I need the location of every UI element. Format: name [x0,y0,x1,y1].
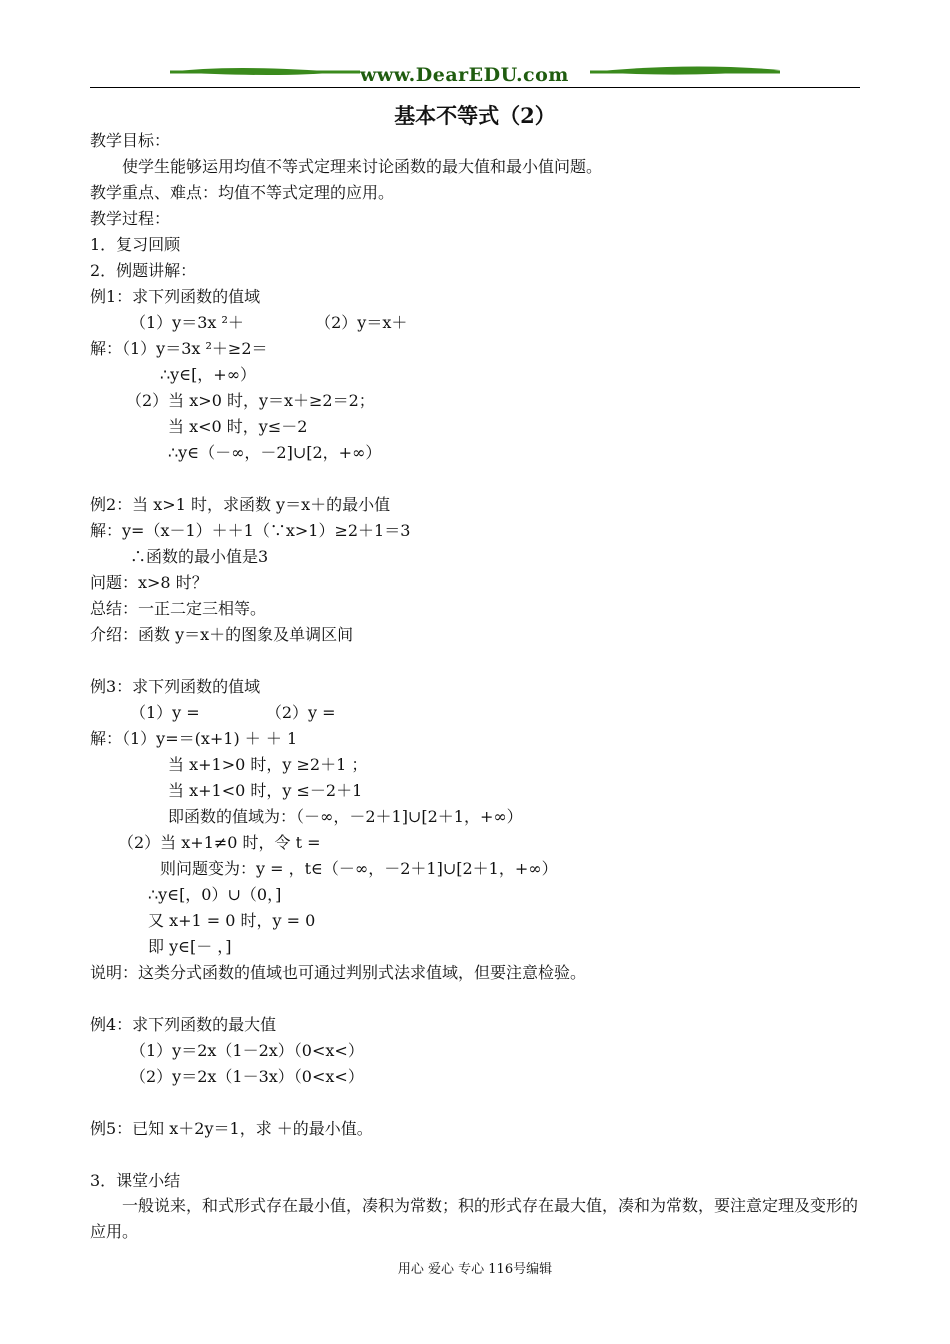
example-1-range-2: ∴y∈（－∞，－2]∪[2，+∞） [168,443,382,462]
example-4-item-2: （2）y＝2x（1－3x）（0<x<） [130,1067,364,1086]
summary-paragraph: 一般说来，和式形式存在最小值，凑积为常数；积的形式存在最大值，凑和为常数，要注意定理及变形的应用。 [90,1196,859,1241]
example-1-case-negative: 当 x<0 时，y≤－2 [168,417,308,436]
page-footer: 用心 爱心 专心 116号编辑 [397,1262,553,1277]
section-review: 1．复习回顾 [90,235,181,254]
key-points: 教学重点、难点：均值不等式定理的应用。 [90,183,395,202]
heading-objectives: 教学目标： [90,131,171,150]
site-logo[interactable]: www.DearEDU.com [360,64,569,86]
example-3-zero-case: 又 x+1 = 0 时，y = 0 [148,911,316,930]
example-3-transform: 则问题变为：y = ，t∈（－∞，－2＋1]∪[2＋1，+∞） [160,859,558,878]
section-summary: 3．课堂小结 [90,1171,181,1190]
example-1-title: 例1：求下列函数的值域 [90,287,261,306]
objectives-text: 使学生能够运用均值不等式定理来讨论函数的最大值和最小值问题。 [122,157,603,176]
header-rule [90,87,860,88]
example-3-items: （1）y = （2）y = [130,703,336,722]
example-3-solution-2: （2）当 x+1≠0 时，令 t = [118,833,321,852]
example-5: 例5：已知 x＋2y＝1，求 ＋的最小值。 [90,1119,373,1138]
section-examples: 2．例题讲解： [90,261,197,280]
example-3-range-partial: ∴y∈[，0）∪（0，] [148,885,282,904]
example-4-title: 例4：求下列函数的最大值 [90,1015,277,1034]
example-2-conclusion: ∴函数的最小值是3 [130,547,269,566]
example-3-range-1: 即函数的值域为：（－∞，－2＋1]∪[2＋1，+∞） [168,807,523,826]
introduction-note: 介绍：函数 y＝x＋的图象及单调区间 [90,625,354,644]
example-2-solution: 解：y=（x－1）＋＋1（∵x>1）≥2＋1＝3 [90,521,411,540]
example-3-range-2: 即 y∈[－ ，] [148,937,232,956]
question: 问题：x>8 时？ [90,573,208,592]
example-2-title: 例2：当 x>1 时，求函数 y＝x＋的最小值 [90,495,391,514]
example-3-title: 例3：求下列函数的值域 [90,677,261,696]
example-1-items: （1）y＝3x ²＋ （2）y＝x＋ [130,313,408,332]
example-1-solution-1: 解：（1）y＝3x ²＋≥2＝ [90,339,268,358]
example-3-case-negative: 当 x+1<0 时，y ≤－2＋1 [168,781,363,800]
example-3-case-positive: 当 x+1>0 时，y ≥2＋1 ； [168,755,368,774]
example-1-solution-2: （2）当 x>0 时，y＝x＋≥2＝2； [126,391,375,410]
example-1-range-1: ∴y∈[，+∞） [160,365,257,384]
example-3-solution-1: 解：（1）y=＝(x+1) ＋ ＋ 1 [90,729,298,748]
summary-note: 总结：一正二定三相等。 [90,599,267,618]
heading-process: 教学过程： [90,209,171,228]
explanation-note: 说明：这类分式函数的值域也可通过判别式法求值域，但要注意检验。 [90,963,587,982]
example-4-item-1: （1）y＝2x（1－2x）（0<x<） [130,1041,364,1060]
page-header [90,60,860,90]
page-title: 基本不等式（2） [394,103,556,128]
